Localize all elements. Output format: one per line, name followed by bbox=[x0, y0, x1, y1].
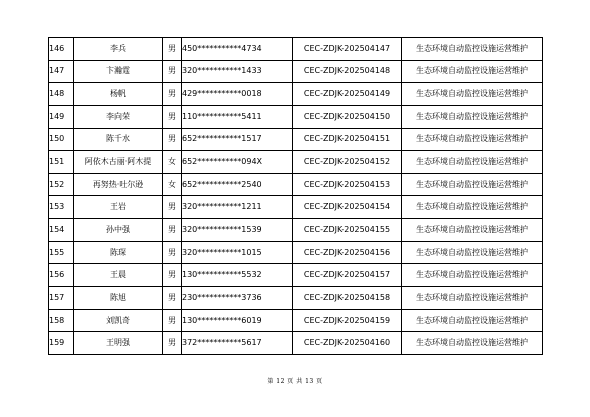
name-cell: 陈琛 bbox=[74, 241, 163, 264]
job-category-cell: 生态环境自动监控设施运营维护 bbox=[402, 241, 543, 264]
row-number-cell: 153 bbox=[49, 196, 74, 219]
id-number-cell: 130***********6019 bbox=[182, 309, 293, 332]
name-cell: 卞瀚霆 bbox=[74, 60, 163, 83]
id-number-cell: 110***********5411 bbox=[182, 105, 293, 128]
row-number-cell: 157 bbox=[49, 287, 74, 310]
certificate-number-cell: CEC-ZDJK-202504147 bbox=[293, 38, 402, 61]
table-row bbox=[49, 105, 543, 128]
name-cell: 阿依木古丽·阿木提 bbox=[74, 151, 163, 174]
certificate-number-cell: CEC-ZDJK-202504159 bbox=[293, 309, 402, 332]
id-number-cell: 429***********0018 bbox=[182, 83, 293, 106]
certificate-number-cell: CEC-ZDJK-202504160 bbox=[293, 332, 402, 355]
job-category-cell: 生态环境自动监控设施运营维护 bbox=[402, 332, 543, 355]
certificate-number-cell: CEC-ZDJK-202504150 bbox=[293, 105, 402, 128]
certificate-number-cell: CEC-ZDJK-202504155 bbox=[293, 219, 402, 242]
job-category-cell: 生态环境自动监控设施运营维护 bbox=[402, 309, 543, 332]
certificate-number-cell: CEC-ZDJK-202504157 bbox=[293, 264, 402, 287]
certificate-number-cell: CEC-ZDJK-202504158 bbox=[293, 287, 402, 310]
id-number-cell: 652***********2540 bbox=[182, 173, 293, 196]
row-number-cell: 159 bbox=[49, 332, 74, 355]
job-category-cell: 生态环境自动监控设施运营维护 bbox=[402, 128, 543, 151]
gender-cell: 男 bbox=[163, 128, 182, 151]
row-number-cell: 151 bbox=[49, 151, 74, 174]
row-number-cell: 146 bbox=[49, 38, 74, 61]
id-number-cell: 130***********5532 bbox=[182, 264, 293, 287]
name-cell: 杨帆 bbox=[74, 83, 163, 106]
row-number-cell: 158 bbox=[49, 309, 74, 332]
table-row bbox=[49, 151, 543, 174]
id-number-cell: 320***********1015 bbox=[182, 241, 293, 264]
certificate-number-cell: CEC-ZDJK-202504154 bbox=[293, 196, 402, 219]
name-cell: 王岩 bbox=[74, 196, 163, 219]
page-footer: 第 12 页 共 13 页 bbox=[267, 378, 323, 385]
job-category-cell: 生态环境自动监控设施运营维护 bbox=[402, 173, 543, 196]
name-cell: 再努热·吐尔逊 bbox=[74, 173, 163, 196]
gender-cell: 男 bbox=[163, 60, 182, 83]
name-cell: 王晨 bbox=[74, 264, 163, 287]
id-number-cell: 320***********1433 bbox=[182, 60, 293, 83]
table-row bbox=[49, 219, 543, 242]
table-row bbox=[49, 196, 543, 219]
job-category-cell: 生态环境自动监控设施运营维护 bbox=[402, 151, 543, 174]
table-row bbox=[49, 173, 543, 196]
job-category-cell: 生态环境自动监控设施运营维护 bbox=[402, 287, 543, 310]
gender-cell: 男 bbox=[163, 196, 182, 219]
name-cell: 李向荣 bbox=[74, 105, 163, 128]
gender-cell: 男 bbox=[163, 309, 182, 332]
id-number-cell: 372***********5617 bbox=[182, 332, 293, 355]
row-number-cell: 148 bbox=[49, 83, 74, 106]
gender-cell: 男 bbox=[163, 287, 182, 310]
roster-table-body bbox=[49, 38, 543, 355]
job-category-cell: 生态环境自动监控设施运营维护 bbox=[402, 196, 543, 219]
certificate-number-cell: CEC-ZDJK-202504156 bbox=[293, 241, 402, 264]
row-number-cell: 152 bbox=[49, 173, 74, 196]
gender-cell: 女 bbox=[163, 151, 182, 174]
id-number-cell: 652***********1517 bbox=[182, 128, 293, 151]
certificate-number-cell: CEC-ZDJK-202504148 bbox=[293, 60, 402, 83]
name-cell: 陈旭 bbox=[74, 287, 163, 310]
job-category-cell: 生态环境自动监控设施运营维护 bbox=[402, 60, 543, 83]
certificate-number-cell: CEC-ZDJK-202504152 bbox=[293, 151, 402, 174]
gender-cell: 男 bbox=[163, 38, 182, 61]
name-cell: 陈千水 bbox=[74, 128, 163, 151]
table-row bbox=[49, 264, 543, 287]
row-number-cell: 149 bbox=[49, 105, 74, 128]
job-category-cell: 生态环境自动监控设施运营维护 bbox=[402, 219, 543, 242]
table-row bbox=[49, 60, 543, 83]
table-row bbox=[49, 83, 543, 106]
row-number-cell: 155 bbox=[49, 241, 74, 264]
row-number-cell: 154 bbox=[49, 219, 74, 242]
id-number-cell: 320***********1211 bbox=[182, 196, 293, 219]
table-row bbox=[49, 241, 543, 264]
table-row bbox=[49, 309, 543, 332]
gender-cell: 男 bbox=[163, 105, 182, 128]
roster-table bbox=[48, 37, 543, 355]
row-number-cell: 147 bbox=[49, 60, 74, 83]
gender-cell: 男 bbox=[163, 241, 182, 264]
job-category-cell: 生态环境自动监控设施运营维护 bbox=[402, 264, 543, 287]
table-row bbox=[49, 287, 543, 310]
id-number-cell: 450***********4734 bbox=[182, 38, 293, 61]
gender-cell: 男 bbox=[163, 83, 182, 106]
id-number-cell: 320***********1539 bbox=[182, 219, 293, 242]
row-number-cell: 150 bbox=[49, 128, 74, 151]
name-cell: 王明强 bbox=[74, 332, 163, 355]
job-category-cell: 生态环境自动监控设施运营维护 bbox=[402, 83, 543, 106]
name-cell: 孙中强 bbox=[74, 219, 163, 242]
table-row bbox=[49, 38, 543, 61]
certificate-number-cell: CEC-ZDJK-202504151 bbox=[293, 128, 402, 151]
id-number-cell: 652***********094X bbox=[182, 151, 293, 174]
certificate-number-cell: CEC-ZDJK-202504153 bbox=[293, 173, 402, 196]
name-cell: 李兵 bbox=[74, 38, 163, 61]
job-category-cell: 生态环境自动监控设施运营维护 bbox=[402, 105, 543, 128]
gender-cell: 男 bbox=[163, 332, 182, 355]
row-number-cell: 156 bbox=[49, 264, 74, 287]
job-category-cell: 生态环境自动监控设施运营维护 bbox=[402, 38, 543, 61]
table-row bbox=[49, 128, 543, 151]
table-row bbox=[49, 332, 543, 355]
gender-cell: 男 bbox=[163, 219, 182, 242]
gender-cell: 男 bbox=[163, 264, 182, 287]
certificate-number-cell: CEC-ZDJK-202504149 bbox=[293, 83, 402, 106]
name-cell: 刘凯奇 bbox=[74, 309, 163, 332]
id-number-cell: 230***********3736 bbox=[182, 287, 293, 310]
gender-cell: 女 bbox=[163, 173, 182, 196]
